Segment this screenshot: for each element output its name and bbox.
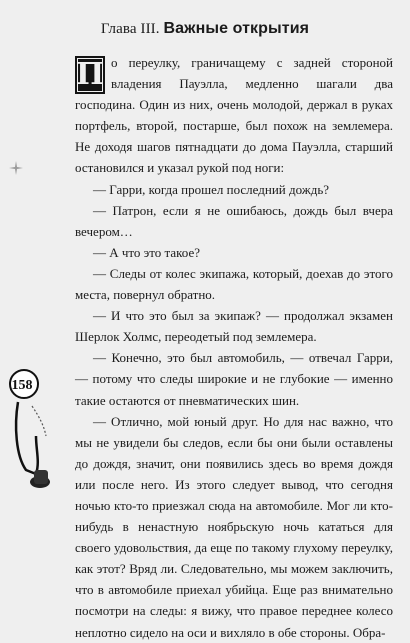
chapter-label: Глава III.	[100, 21, 160, 37]
paragraph-1	[75, 52, 393, 179]
chapter-title: Важные открытия	[163, 20, 310, 37]
page-number: 158	[11, 378, 33, 393]
paragraph-8: — Отлично, мой юный друг. Но для нас важно, что мы не увидели бы следов, если бы они были оставлены до дождя, значит, они появились здесь во время дождя или после него. Из этого следует вывод, что сегодня ночью кто-то приезжал сюда на автомобиле. Мог ли кто-нибудь в ненастную ноябрьскую ночь кататься для своего удовольствия, да еще по такому глухому переулку, как этот? Вряд ли. Следовательно, мы можем заключить, что в автомобиле приехал убийца. Еще раз внимательно посмотри на следы: я вижу, что правое переднее колесо неплотно сидело на оси и вихляло в обе стороны. Обра-	[75, 413, 393, 640]
paragraph-2: — Гарри, когда прошел последний дождь?	[93, 181, 330, 197]
paragraph-4: — А что это такое?	[93, 244, 200, 260]
paragraph-6: — И что это был за экипаж? — продолжал экзамен Шерлок Холмс, переодетый под землемера.	[75, 308, 393, 345]
paragraph-7: — Конечно, это был автомобиль, — отвечал Гарри, — потому что следы широкие и не глубокие — именно такие остаются от пневматических шин.	[75, 350, 393, 408]
ornament-icon	[8, 160, 24, 176]
body-text	[75, 52, 393, 643]
chapter-heading	[0, 20, 410, 38]
drop-cap: П	[75, 57, 105, 92]
paragraph-5: — Следы от колес экипажа, который, доехав до этого места, повернул обратно.	[75, 265, 393, 303]
paragraph-3: — Патрон, если я не ошибаюсь, дождь был вчера вечером…	[75, 202, 393, 239]
paragraph-1-text: о переулку, граничащему с задней стороной владения Пауэлла, медленно шагали два господина. Один из них, очень молодой, держал в руках портфель, второй, постарше, был похож на землемера. Не доходя шагов пятнадцати до дома Пауэлла, старший остановился и указал рукой под ноги:	[75, 55, 393, 176]
